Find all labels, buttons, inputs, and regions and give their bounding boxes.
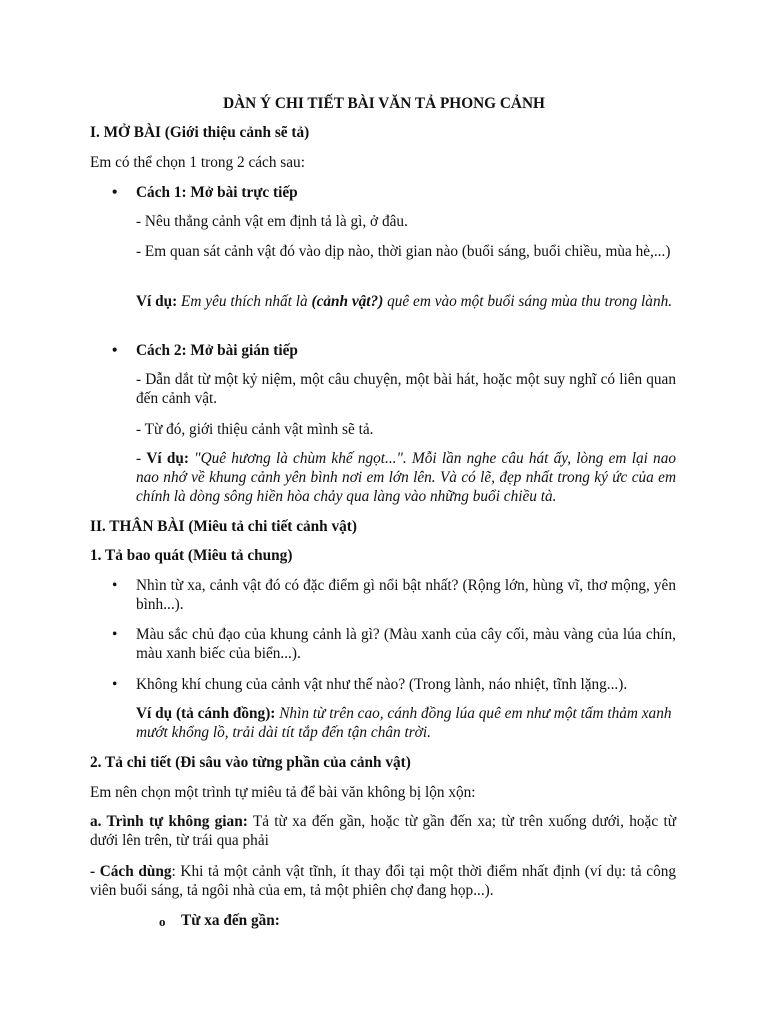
cach-dung-label: - Cách dùng [90, 863, 172, 880]
cach-2-example [136, 449, 676, 506]
cach-dung [90, 862, 676, 900]
cach-2-point-2: - Từ đó, giới thiệu cảnh vật mình sẽ tả. [136, 421, 374, 438]
trinh-tu-text: Tả từ xa đến gần, hoặc từ gần đến xa; từ trên xuống dưới, hoặc từ dưới lên trên, từ trái qua phải [90, 813, 676, 849]
example-text-a: Em yêu thích nhất là [177, 293, 312, 310]
list-item: • Màu sắc chủ đạo của khung cảnh là gì? (Màu xanh của cây cối, màu vàng của lúa chín, màu xanh biếc của biển...). [136, 625, 676, 663]
trinh-tu-label: a. Trình tự không gian: [90, 813, 248, 830]
section-heading-mo-bai: I. MỞ BÀI (Giới thiệu cảnh sẽ tả) [90, 124, 310, 141]
cach-1-example [136, 292, 681, 311]
bullet-cach-1: • Cách 1: Mở bài trực tiếp [136, 183, 298, 202]
section-heading-than-bai: II. THÂN BÀI (Miêu tả chi tiết cảnh vật) [90, 518, 357, 535]
example-text-c: quê em vào một buổi sáng mùa thu trong lành. [383, 293, 673, 310]
sec-1-example [136, 704, 681, 742]
list-item: • Không khí chung của cảnh vật như thế nào? (Trong lành, náo nhiệt, tĩnh lặng...). [136, 675, 681, 694]
sec-2-intro: Em nên chọn một trình tự miêu tả để bài văn không bị lộn xộn: [90, 784, 476, 801]
example-label: Ví dụ (tả cánh đồng): [136, 705, 276, 722]
cach-1-point-2: - Em quan sát cảnh vật đó vào dịp nào, thời gian nào (buổi sáng, buổi chiều, mùa hè,...) [136, 243, 671, 260]
example-prefix: - [136, 450, 147, 467]
document-title: DÀN Ý CHI TIẾT BÀI VĂN TẢ PHONG CẢNH [223, 95, 545, 112]
example-label: Ví dụ: [146, 450, 189, 467]
bullet-cach-2: • Cách 2: Mở bài gián tiếp [136, 341, 298, 360]
trinh-tu-khong-gian [90, 812, 676, 850]
mo-bai-intro: Em có thể chọn 1 trong 2 cách sau: [90, 154, 305, 171]
example-text: Nhìn từ trên cao, cánh đồng lúa quê em như một tấm thảm xanh mướt khổng lồ, trải dài tít tắp đến tận chân trời. [136, 705, 672, 741]
subsection-heading-1: 1. Tả bao quát (Miêu tả chung) [90, 547, 293, 564]
cach-1-point-1: - Nêu thẳng cảnh vật em định tả là gì, ở đâu. [136, 213, 408, 230]
list-item: • Nhìn từ xa, cảnh vật đó có đặc điểm gì nổi bật nhất? (Rộng lớn, hùng vĩ, thơ mộng, yên bình...). [136, 576, 676, 614]
cach-dung-text: : Khi tả một cảnh vật tĩnh, ít thay đổi tại một thời điểm nhất định (ví dụ: tả công viên buổi sáng, tả ngôi nhà của em, tả một phiên chợ đang họp...). [90, 863, 677, 899]
example-text-b: (cảnh vật?) [311, 293, 384, 310]
cach-2-point-1: - Dẫn dắt từ một kỷ niệm, một câu chuyện, một bài hát, hoặc một suy nghĩ có liên quan đến cảnh vật. [136, 371, 676, 407]
example-label: Ví dụ: [136, 293, 178, 310]
example-text: "Quê hương là chùm khế ngọt...". Mỗi lần nghe câu hát ấy, lòng em lại nao nao nhớ về khung cảnh yên bình nơi em lớn lên. Và có lẽ, đẹp nhất trong ký ức của em chính là dòng sông hiền hòa chảy qua làng vào những buổi chiều tà. [136, 450, 676, 505]
subsection-heading-2: 2. Tả chi tiết (Đi sâu vào từng phần của cảnh vật) [90, 754, 411, 771]
sub-list-item: o Từ xa đến gần: [181, 911, 280, 930]
